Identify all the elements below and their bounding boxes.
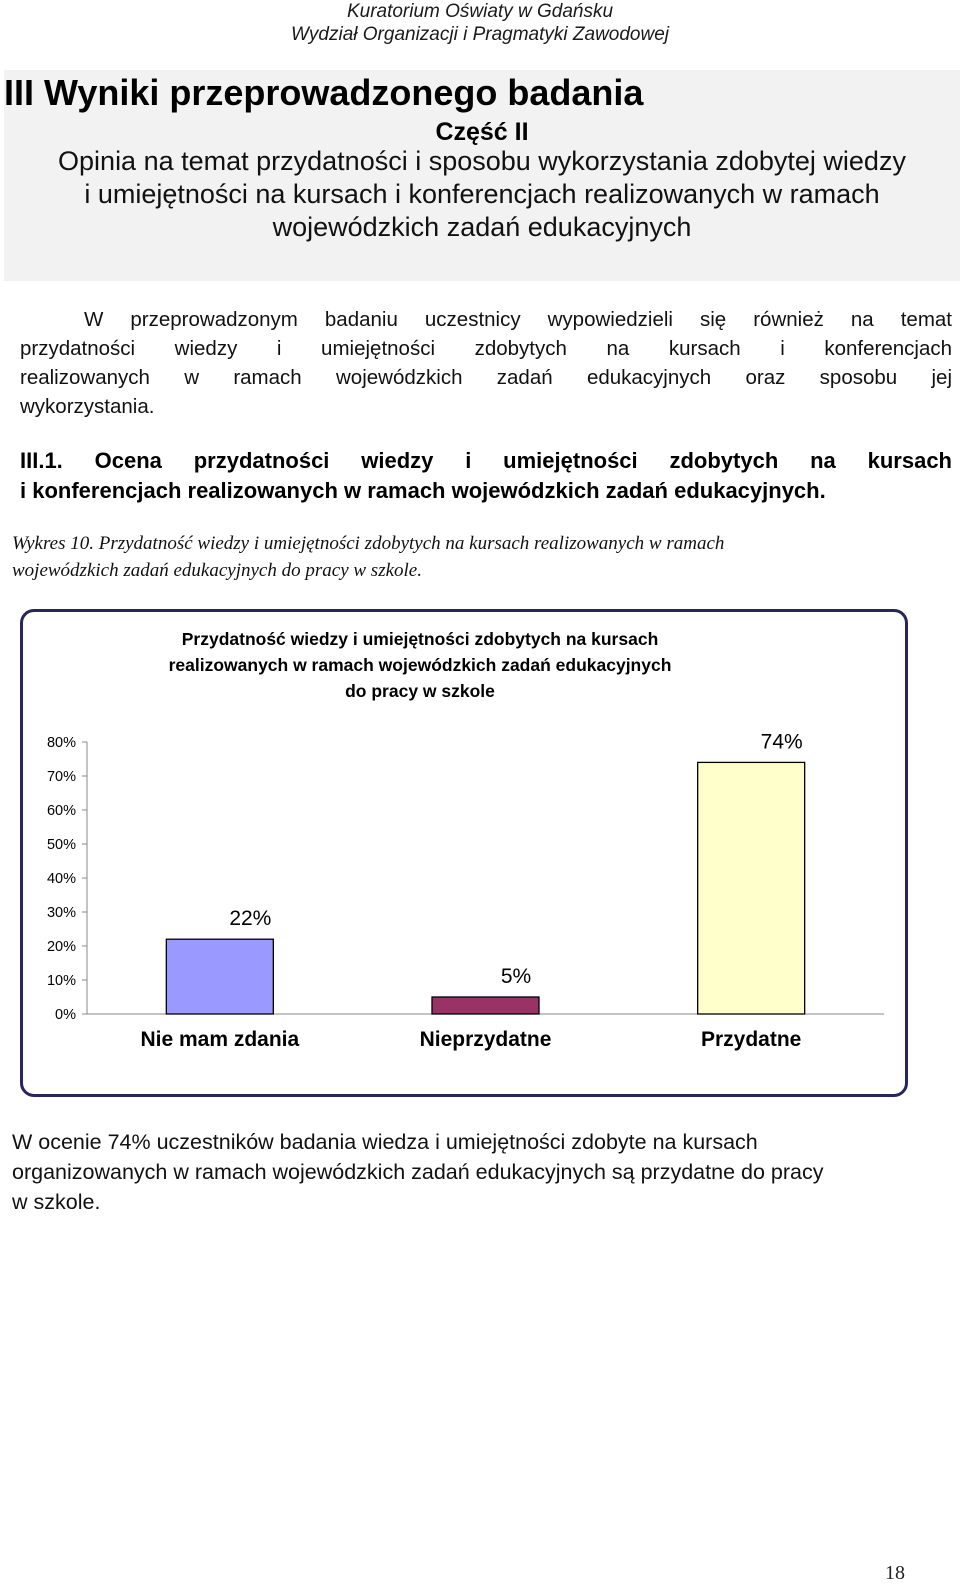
bar: [166, 939, 273, 1014]
chart-bars: [166, 762, 804, 1014]
chart-title-line-2: realizowanych w ramach wojewódzkich zadań edukacyjnych: [168, 655, 672, 675]
caption-line-1: Wykres 10. Przydatność wiedzy i umiejętności zdobytych na kursach realizowanych w ramach: [12, 533, 725, 554]
chart-title-line-1: Przydatność wiedzy i umiejętności zdobytych na kursach: [181, 629, 659, 649]
subtitle-line-2: i umiejętności na kursach i konferencjach realizowanych w ramach: [84, 179, 880, 209]
y-tick-label: 50%: [46, 837, 76, 853]
data-label: 5%: [500, 965, 532, 988]
intro-line-2: przydatności wiedzy i umiejętności zdobytych na kursach i konferencjach: [20, 337, 952, 360]
y-tick-label: 30%: [46, 905, 76, 921]
intro-line-1: W przeprowadzonym badaniu uczestnicy wypowiedzieli się również na temat: [84, 308, 952, 331]
chart-title-line-3: do pracy w szkole: [345, 681, 495, 701]
bar: [698, 762, 805, 1014]
y-tick-label: 60%: [46, 803, 76, 819]
subtitle-line-1: Opinia na temat przydatności i sposobu wykorzystania zdobytej wiedzy: [58, 146, 906, 176]
bar: [432, 997, 539, 1014]
summary-line-3: w szkole.: [12, 1190, 101, 1214]
category-label: Nie mam zdania: [140, 1028, 300, 1051]
intro-line-3: realizowanych w ramach wojewódzkich zadań edukacyjnych oraz sposobu jej: [20, 366, 952, 389]
caption-line-2: wojewódzkich zadań edukacyjnych do pracy w szkole.: [12, 560, 422, 581]
subtitle-line-3: wojewódzkich zadań edukacyjnych: [272, 212, 692, 242]
y-tick-label: 0%: [55, 1007, 76, 1023]
y-tick-label: 20%: [46, 939, 76, 955]
summary-line-1: W ocenie 74% uczestników badania wiedza i umiejętności zdobyte na kursach: [12, 1130, 758, 1154]
page-number: 18: [885, 1562, 905, 1584]
category-label: Przydatne: [700, 1028, 802, 1051]
intro-line-4: wykorzystania.: [20, 395, 155, 418]
main-title: III Wyniki przeprowadzonego badania: [4, 72, 644, 113]
summary-line-2: organizowanych w ramach wojewódzkich zadań edukacyjnych są przydatne do pracy: [12, 1160, 824, 1184]
part-title: Część II: [435, 118, 529, 146]
data-label: 74%: [760, 730, 803, 754]
header-institution: Kuratorium Oświaty w Gdańsku: [346, 1, 614, 22]
summary-paragraph: [12, 1127, 952, 1217]
section-heading-line-2: i konferencjach realizowanych w ramach wojewódzkich zadań edukacyjnych.: [20, 478, 826, 503]
section-heading-line-1: III.1. Ocena przydatności wiedzy i umiejętności zdobytych na kursach: [20, 448, 952, 473]
y-tick-label: 40%: [46, 871, 76, 887]
header-department: Wydział Organizacji i Pragmatyki Zawodowej: [290, 24, 669, 45]
y-tick-label: 80%: [46, 735, 76, 751]
category-label: Nieprzydatne: [419, 1028, 552, 1051]
y-tick-label: 70%: [46, 769, 76, 785]
y-tick-label: 10%: [46, 973, 76, 989]
data-label: 22%: [229, 907, 272, 931]
